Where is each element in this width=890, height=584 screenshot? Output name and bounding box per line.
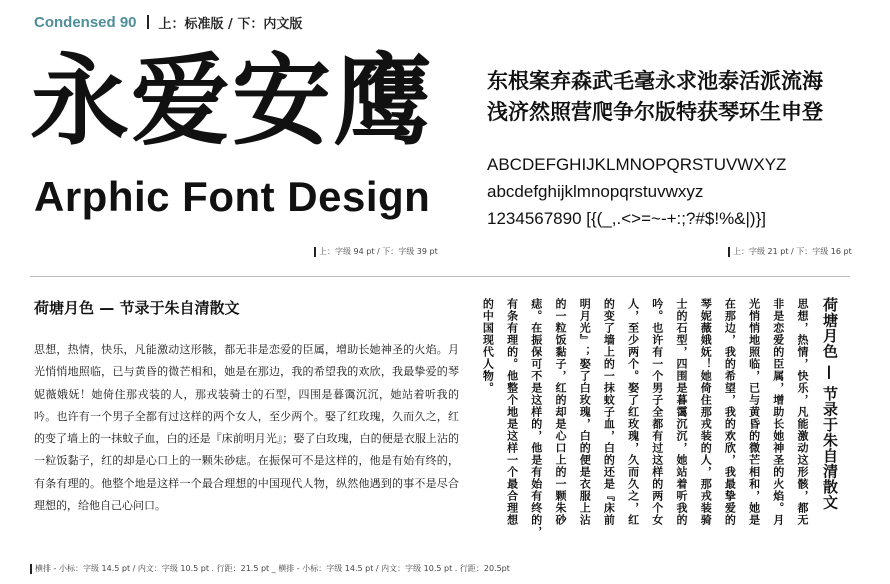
display-chinese: 永爱安鹰 [30,44,434,159]
chinese-sample [487,66,857,128]
footnote-text: 横排 - 小标：字级 14.5 pt / 内文：字级 10.5 pt . 行距：21.5 pt _ 横排 - 小标：字级 14.5 pt / 内文：字级 10.5 pt . 行距：20.5pt [35,564,510,573]
vertical-column: 有条有理的。他整个地是这样一个最合理想 [505,298,519,526]
header-description: 上：标准版 / 下：内文版 [158,16,303,32]
display-note-text: 上：字级 94 pt / 下：字级 39 pt [319,247,438,256]
vertical-column: 琴妮薇娥妩！她倚住那戎装的人，那戎装骑 [699,298,713,526]
latin-lowercase: abcdefghijklmnopqrstuvwxyz [487,182,704,201]
chinese-sample-line: 东根案弃森武毛毫永求池泰活派流海 [487,69,823,93]
vertical-column: 士的石型，四围是暮霭沉沉，她站着听我的 [675,298,688,526]
footnote [30,563,510,574]
vertical-column: 光悄悄地照临，已与黄昏的微芒相和，她是 [747,298,761,526]
display-size-note [314,246,438,257]
latin-uppercase: ABCDEFGHIJKLMNOPQRSTUVWXYZ [487,155,787,174]
vertical-title: 荷塘月色 — 节录于朱自清散文 [821,297,839,510]
chinese-sample-line: 浅济然照营爬争尔版特获琴环生申登 [487,100,823,124]
latin-sample [487,151,786,232]
font-weight-label: Condensed 90 [34,13,137,31]
vertical-column: 的一粒饭黏子，红的却是心口上的一颗朱砂 [554,298,567,526]
vertical-column: 的变了墙上的一抹蚊子血，白的还是『床前 [602,298,616,526]
vertical-column: 吟。也许有一个男子全都有过这样的两个女 [650,298,664,526]
page-header [34,10,302,34]
vertical-column: 非是恋爱的臣属，增助长她神圣的火焰。月 [771,298,785,526]
note-tick [314,247,316,257]
vertical-column: 痣。在振保可不是这样的，他是有始有终的， [529,298,543,538]
vertical-column: 思想，热情，快乐，凡能激动这形骸，都无 [796,298,809,526]
vertical-column: 在那边，我的希望，我的欢欣，我最挚爱的 [723,298,737,526]
display-english: Arphic Font Design [34,173,431,220]
sample-note-text: 上：字级 21 pt / 下：字级 16 pt [733,247,852,256]
horizontal-paragraph: 思想，热情，快乐，凡能激动这形骸，都无非是恋爱的臣属，增助长她神圣的火焰。月光悄悄地照临，已与黄昏的微芒相和，她是在那边，我的希望我的欢欣，我最挚爱的琴妮薇娥妩！她倚住那戎装的人，那戎装骑士的石型，四围是暮霭沉沉，她站着听我的吟。也许有一个男子全都有过这样的两个女人，至少两个。娶了红玫瑰，久而久之，红的变了墙上的一抹蚊子血，白的还是『床前明月光』；娶了白玫瑰，白的便是衣服上沾的一粒饭黏子，红的却是心口上的一颗朱砂痣。在振保可不是这样的，他是有始有终的，有条有理的。他整个地是这样一个最合理想的中国现代人物，纵然他遇到的事不是尽合理想的，给他自己心问口。 [34,343,459,513]
vertical-column: 人，至少两个。娶了红玫瑰，久而久之，红 [626,298,640,526]
horizontal-title: 荷塘月色 — 节录于朱自清散文 [34,299,240,317]
vertical-column: 明月光』；娶了白玫瑰，白的便是衣服上沾 [578,298,592,526]
horizontal-body [34,339,459,517]
note-tick [30,564,32,574]
section-divider [30,276,850,277]
note-tick [728,247,730,257]
header-divider [147,15,149,29]
sample-size-note [728,246,852,257]
latin-numerals-symbols: 1234567890 [{(_,.<>=~-+:;?#$!%&|)}] [487,209,766,228]
vertical-column: 的中国现代人物。 [481,298,495,394]
